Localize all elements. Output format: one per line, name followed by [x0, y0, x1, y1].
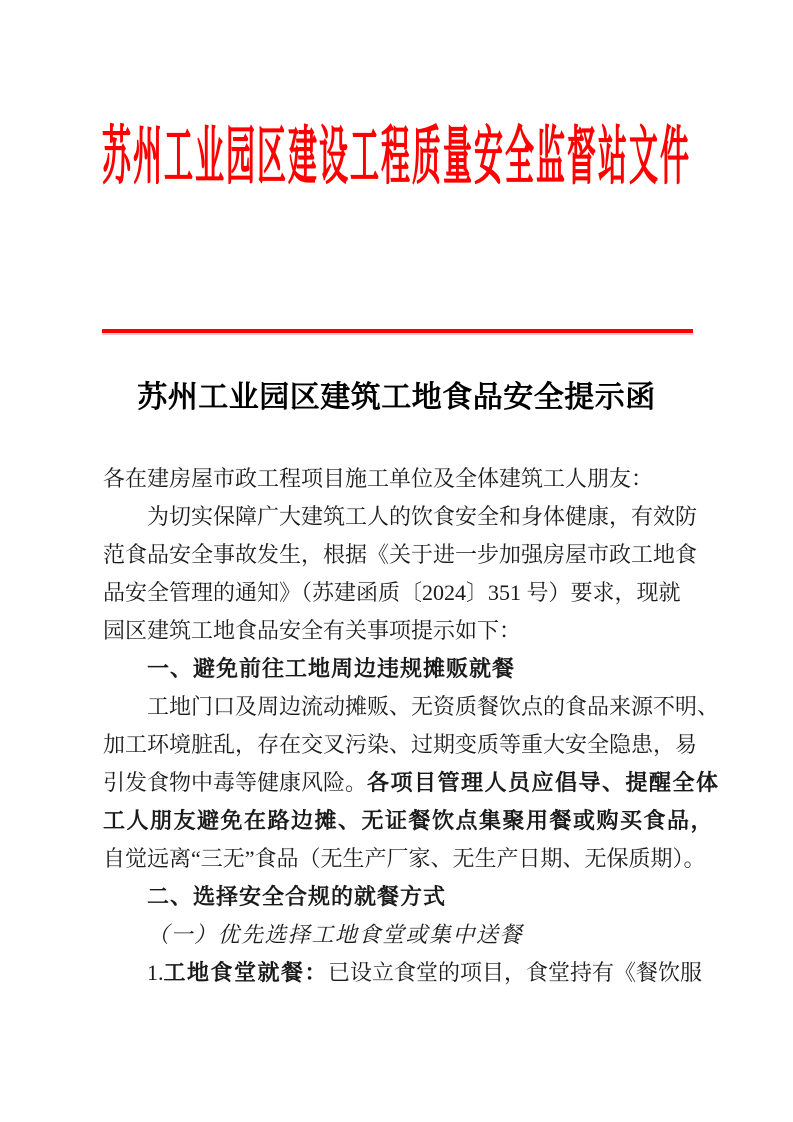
body-line: [103, 840, 706, 878]
body-line: [103, 878, 703, 916]
red-divider-rule: [102, 329, 693, 333]
text-segment: 范食品安全事故发生，根据《关于进一步加强房屋市政工地食: [103, 542, 698, 567]
body-line: [103, 688, 720, 726]
text-segment: 品安全管理的通知》（苏建函质〔2024〕351 号）要求，现就: [103, 580, 681, 605]
body-line: [103, 726, 703, 764]
text-segment: 引发食物中毒等健康风险。: [103, 770, 368, 795]
text-segment: 各项目管理人员应倡导、提醒全体: [367, 770, 720, 795]
text-segment: 1.: [147, 960, 164, 985]
document-body: [103, 460, 720, 992]
text-segment: 加工环境脏乱，存在交叉污染、过期变质等重大安全隐患，易: [103, 732, 698, 757]
body-line: [103, 650, 703, 688]
text-segment: （一）优先选择工地食堂或集中送餐: [147, 922, 524, 947]
body-line: [103, 536, 703, 574]
text-segment: 各在建房屋市政工程项目施工单位及全体建筑工人朋友：: [103, 466, 654, 491]
text-segment: 自觉远离“三无”食品（无生产厂家、无生产日期、无保质期）。: [103, 846, 706, 871]
text-segment: 园区建筑工地食品安全有关事项提示如下：: [103, 618, 522, 643]
body-line: [103, 498, 703, 536]
text-segment: 工人朋友避免在路边摊、无证餐饮点集聚用餐或购买食品，: [103, 808, 715, 833]
text-segment: 已设立食堂的项目，食堂持有《餐饮服: [328, 960, 703, 985]
text-segment: 二、选择安全合规的就餐方式: [147, 884, 447, 909]
text-segment: 为切实保障广大建筑工人的饮食安全和身体健康，有效防: [147, 504, 698, 529]
body-line: [103, 460, 703, 498]
letterhead-banner: [0, 120, 793, 193]
letterhead-title: 苏州工业园区建设工程质量安全监督站文件: [101, 122, 691, 193]
text-segment: 一、避免前往工地周边违规摊贩就餐: [147, 656, 516, 681]
body-line: [103, 916, 703, 954]
document-title: 苏州工业园区建筑工地食品安全提示函: [137, 381, 656, 414]
text-segment: 工地食堂就餐：: [163, 960, 329, 985]
body-line: [103, 954, 703, 992]
text-segment: 工地门口及周边流动摊贩、无资质餐饮点的食品来源不明、: [147, 694, 720, 719]
body-line: [103, 764, 720, 802]
body-line: [103, 574, 703, 612]
body-line: [103, 612, 703, 650]
body-line: [103, 802, 715, 840]
